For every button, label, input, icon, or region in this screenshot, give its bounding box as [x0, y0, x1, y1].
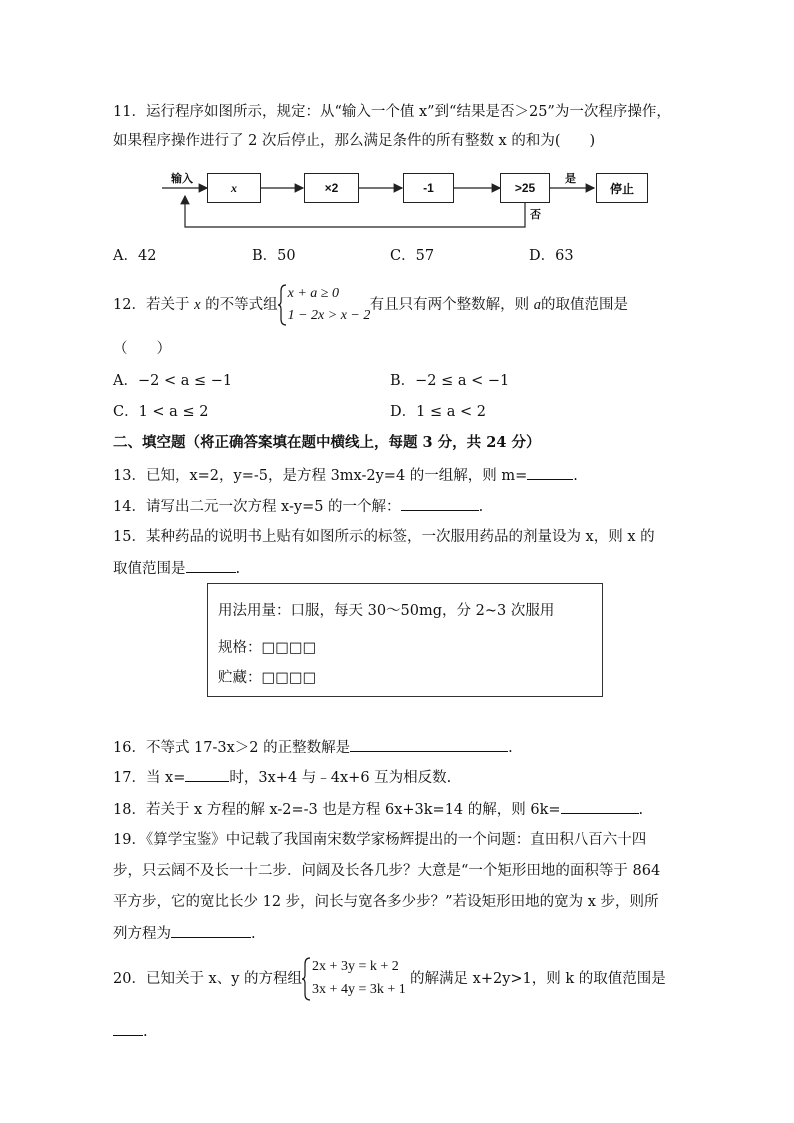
- q12-inequality-system: x + a ≥ 0 1 − 2x > x − 2: [278, 283, 370, 327]
- flow-yes-label: 是: [565, 173, 576, 185]
- label-storage: 贮藏：□□□□: [218, 670, 317, 686]
- q20-answer-blank[interactable]: [113, 1021, 143, 1036]
- section-2-heading: 二、填空题（将正确答案填在题中横线上，每题 3 分，共 24 分）: [113, 434, 541, 451]
- q16-answer-blank[interactable]: [350, 737, 508, 752]
- q11-option-c: C．57: [390, 248, 435, 264]
- flow-box-times2: ×2: [304, 173, 359, 203]
- q18: 18．若关于 x 方程的解 x-2=-3 也是方程 6x+3k=14 的解，则 6k= .: [113, 799, 643, 820]
- flow-box-minus1: -1: [403, 173, 454, 203]
- q12-option-d: D．1 ≤ a < 2: [390, 404, 486, 420]
- label-spec: 规格：□□□□: [218, 640, 317, 656]
- q11-option-a: A．42: [113, 248, 157, 264]
- label-dosage: 用法用量：口服，每天 30～50mg，分 2~3 次服用: [218, 603, 555, 619]
- q12-option-a: A．−2 < a ≤ −1: [113, 373, 233, 389]
- q14: 14．请写出二元一次方程 x-y=5 的一个解： .: [113, 496, 483, 517]
- flow-box-x: x: [207, 173, 261, 203]
- q12-option-c: C．1 < a ≤ 2: [113, 404, 209, 420]
- q15-answer-blank[interactable]: [186, 558, 236, 573]
- q19-line4: 列方程为 .: [113, 923, 256, 944]
- q12-paren: （ ）: [113, 341, 171, 357]
- q14-answer-blank[interactable]: [401, 496, 479, 511]
- q19-answer-blank[interactable]: [171, 923, 251, 938]
- medicine-label-box: [207, 583, 603, 697]
- flowchart-lines: [0, 0, 794, 240]
- q20-answer-line: .: [113, 1021, 148, 1042]
- q20-equation-system: 2x + 3y = k + 2 3x + 4y = 3k + 1: [302, 956, 410, 1002]
- flow-no-label: 否: [530, 209, 541, 221]
- q11-line2: 如果程序操作进行了 2 次后停止，那么满足条件的所有整数 x 的和为( ): [113, 133, 596, 149]
- q11-option-d: D．63: [529, 248, 574, 264]
- q13: 13．已知，x=2，y=-5，是方程 3mx-2y=4 的一组解，则 m= .: [113, 465, 578, 486]
- flowchart: [0, 0, 794, 240]
- q19-line3: 平方步，它的宽比长少 12 步，问长与宽各多少步？”若设矩形田地的宽为 x 步，则所: [113, 894, 659, 910]
- q19-line1: 19．《算学宝鉴》中记载了我国南宋数学家杨辉提出的一个问题：直田积八百六十四: [113, 832, 647, 848]
- q20-stem: 20．已知关于 x、y 的方程组 2x + 3y = k + 2 3x + 4y = 3k + 1 的解满足 x+2y>1，则 k 的取值范围是: [113, 956, 666, 1002]
- q17: 17．当 x= 时，3x+4 与﹣4x+6 互为相反数.: [113, 767, 451, 788]
- q12-stem: 12．若关于 x 的不等式组 x + a ≥ 0 1 − 2x > x − 2 有且只有两个整数解，则 a的取值范围是: [113, 283, 628, 327]
- flow-box-stop: 停止: [596, 173, 648, 203]
- q18-answer-blank[interactable]: [561, 799, 639, 814]
- q15-line1: 15．某种药品的说明书上贴有如图所示的标签，一次服用药品的剂量设为 x，则 x 的: [113, 529, 655, 545]
- flow-box-gt25: >25: [500, 173, 550, 203]
- q17-answer-blank[interactable]: [185, 767, 229, 782]
- q13-answer-blank[interactable]: [527, 465, 573, 480]
- q19-line2: 步，只云阔不及长一十二步．问阔及长各几步？大意是“一个矩形田地的面积等于 864: [113, 863, 661, 879]
- q11-option-b: B．50: [252, 248, 296, 264]
- q15-line2: 取值范围是 .: [113, 558, 240, 579]
- q12-option-b: B．−2 ≤ a < −1: [390, 373, 510, 389]
- q16: 16．不等式 17-3x＞2 的正整数解是 .: [113, 737, 513, 758]
- q11-line1: 11．运行程序如图所示，规定：从“输入一个值 x”到“结果是否＞25”为一次程序操作，: [113, 104, 671, 120]
- flow-input-label: 输入: [171, 173, 193, 185]
